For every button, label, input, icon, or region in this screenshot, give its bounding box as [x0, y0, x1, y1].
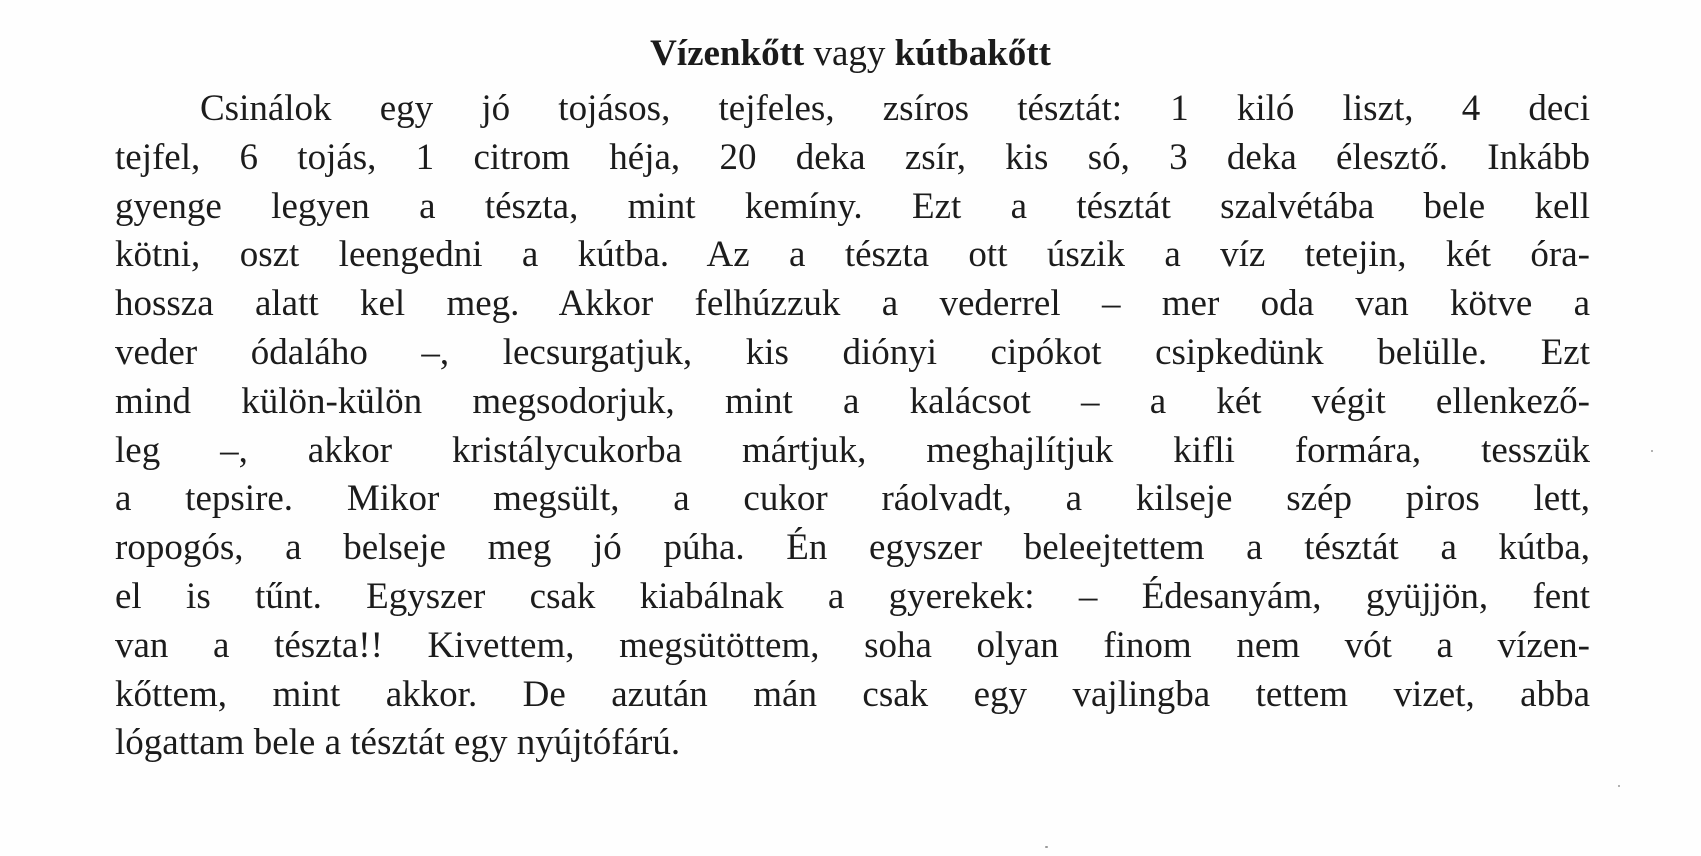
text-line-9: a tepsire. Mikor megsült, a cukor ráolvadt, a kilseje szép piros lett, — [115, 478, 1590, 520]
scan-speck — [1045, 846, 1048, 848]
text-line-10: ropogós, a belseje meg jó púha. Én egyszer beleejtettem a tésztát a kútba, — [115, 527, 1590, 569]
text-line-14: lógattam bele a tésztát egy nyújtófárú. — [115, 722, 681, 764]
text-line-12: van a tészta!! Kivettem, megsütöttem, soha olyan finom nem vót a vízen- — [115, 624, 1590, 666]
scan-speck — [1651, 450, 1653, 452]
title-bold-part-2: kútbakőtt — [894, 33, 1051, 74]
title-connector: vagy — [804, 33, 895, 74]
title-bold-part-1: Vízenkőtt — [650, 33, 805, 74]
text-line-5: hossza alatt kel meg. Akkor felhúzzuk a vederrel – mer oda van kötve a — [115, 283, 1590, 325]
text-line-2: tejfel, 6 tojás, 1 citrom héja, 20 deka zsír, kis só, 3 deka élesztő. Inkább — [115, 136, 1590, 178]
text-line-7: mind külön-külön megsodorjuk, mint a kalácsot – a két végit ellenkező- — [115, 380, 1590, 422]
recipe-body — [115, 85, 1590, 768]
text-line-8: leg –, akkor kristálycukorba mártjuk, meghajlítjuk kifli formára, tesszük — [115, 429, 1590, 471]
recipe-title — [0, 32, 1701, 76]
text-line-6: veder ódaláho –, lecsurgatjuk, kis diónyi cipókot csipkedünk belülle. Ezt — [115, 331, 1590, 373]
text-line-4: kötni, oszt leengedni a kútba. Az a tészta ott úszik a víz tetejin, két óra- — [115, 234, 1590, 276]
text-line-13: kőttem, mint akkor. De azután mán csak egy vajlingba tettem vizet, abba — [115, 673, 1590, 715]
scan-speck — [1618, 785, 1620, 787]
text-line-11: el is tűnt. Egyszer csak kiabálnak a gyerekek: – Édesanyám, gyüjjön, fent — [115, 575, 1590, 617]
text-line-3: gyenge legyen a tészta, mint kemíny. Ezt a tésztát szalvétába bele kell — [115, 185, 1590, 227]
text-line-1: Csinálok egy jó tojásos, tejfeles, zsíros tésztát: 1 kiló liszt, 4 deci — [200, 88, 1590, 129]
